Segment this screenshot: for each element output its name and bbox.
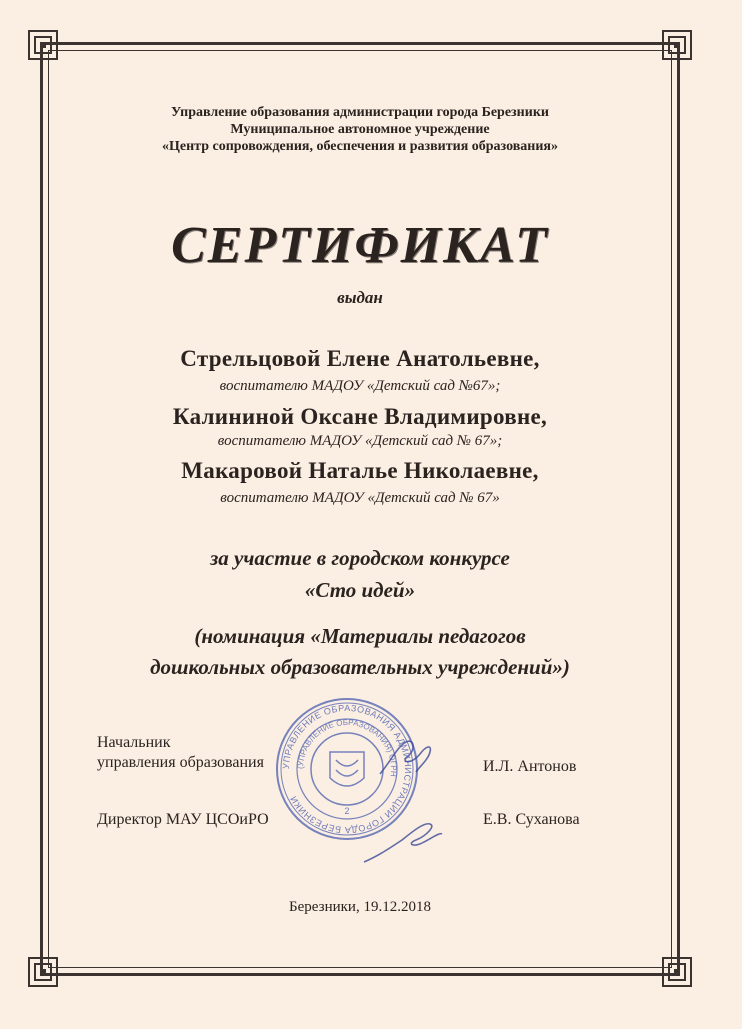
svg-text:УПРАВЛЕНИЕ ОБРАЗОВАНИЯ АДМИНИС: УПРАВЛЕНИЕ ОБРАЗОВАНИЯ АДМИНИСТРАЦИИ ГОРОДА БЕРЕЗНИКИ bbox=[280, 702, 414, 836]
director-title: Директор МАУ ЦСОиРО bbox=[97, 811, 269, 828]
corner-ornament-icon bbox=[662, 957, 692, 987]
place-date: Березники, 19.12.2018 bbox=[289, 899, 431, 915]
chief-title-line-2: управления образования bbox=[97, 754, 264, 771]
nomination-line-1: (номинация «Материалы педагогов bbox=[194, 624, 526, 648]
director-name: Е.В. Суханова bbox=[483, 811, 580, 828]
nomination-line-2: дошкольных образовательных учреждений») bbox=[150, 655, 570, 679]
corner-ornament-icon bbox=[28, 30, 58, 60]
issued-label: выдан bbox=[337, 288, 383, 307]
signature-scrawl-icon bbox=[376, 732, 436, 782]
recipient-position: воспитателю МАДОУ «Детский сад №67»; bbox=[219, 378, 501, 394]
recipient-name: Макаровой Наталье Николаевне, bbox=[181, 458, 539, 483]
reason-line-1: за участие в городском конкурсе bbox=[210, 546, 510, 570]
chief-title bbox=[97, 733, 264, 773]
recipient-position: воспитателю МАДОУ «Детский сад № 67» bbox=[220, 490, 500, 506]
corner-ornament-icon bbox=[662, 30, 692, 60]
org-line-2: Муниципальное автономное учреждение bbox=[230, 122, 490, 137]
certificate-title: СЕРТИФИКАТ bbox=[171, 217, 549, 274]
signature-scrawl-icon bbox=[360, 812, 446, 868]
chief-name: И.Л. Антонов bbox=[483, 758, 577, 775]
recipient-name: Стрельцовой Елене Анатольевне, bbox=[180, 346, 540, 371]
contest-name: «Сто идей» bbox=[304, 578, 416, 602]
chief-title-line-1: Начальник bbox=[97, 734, 171, 751]
corner-ornament-icon bbox=[28, 957, 58, 987]
org-line-1: Управление образования администрации города Березники bbox=[171, 105, 549, 120]
org-line-3: «Центр сопровождения, обеспечения и развития образования» bbox=[161, 139, 559, 154]
svg-text:2: 2 bbox=[344, 806, 350, 816]
recipient-name: Калининой Оксане Владимировне, bbox=[172, 404, 548, 429]
svg-text:(УПРАВЛЕНИЕ ОБРАЗОВАНИЯ) ОГРН: (УПРАВЛЕНИЕ ОБРАЗОВАНИЯ) ОГРН bbox=[295, 717, 399, 778]
recipient-position: воспитателю МАДОУ «Детский сад № 67»; bbox=[217, 433, 503, 449]
